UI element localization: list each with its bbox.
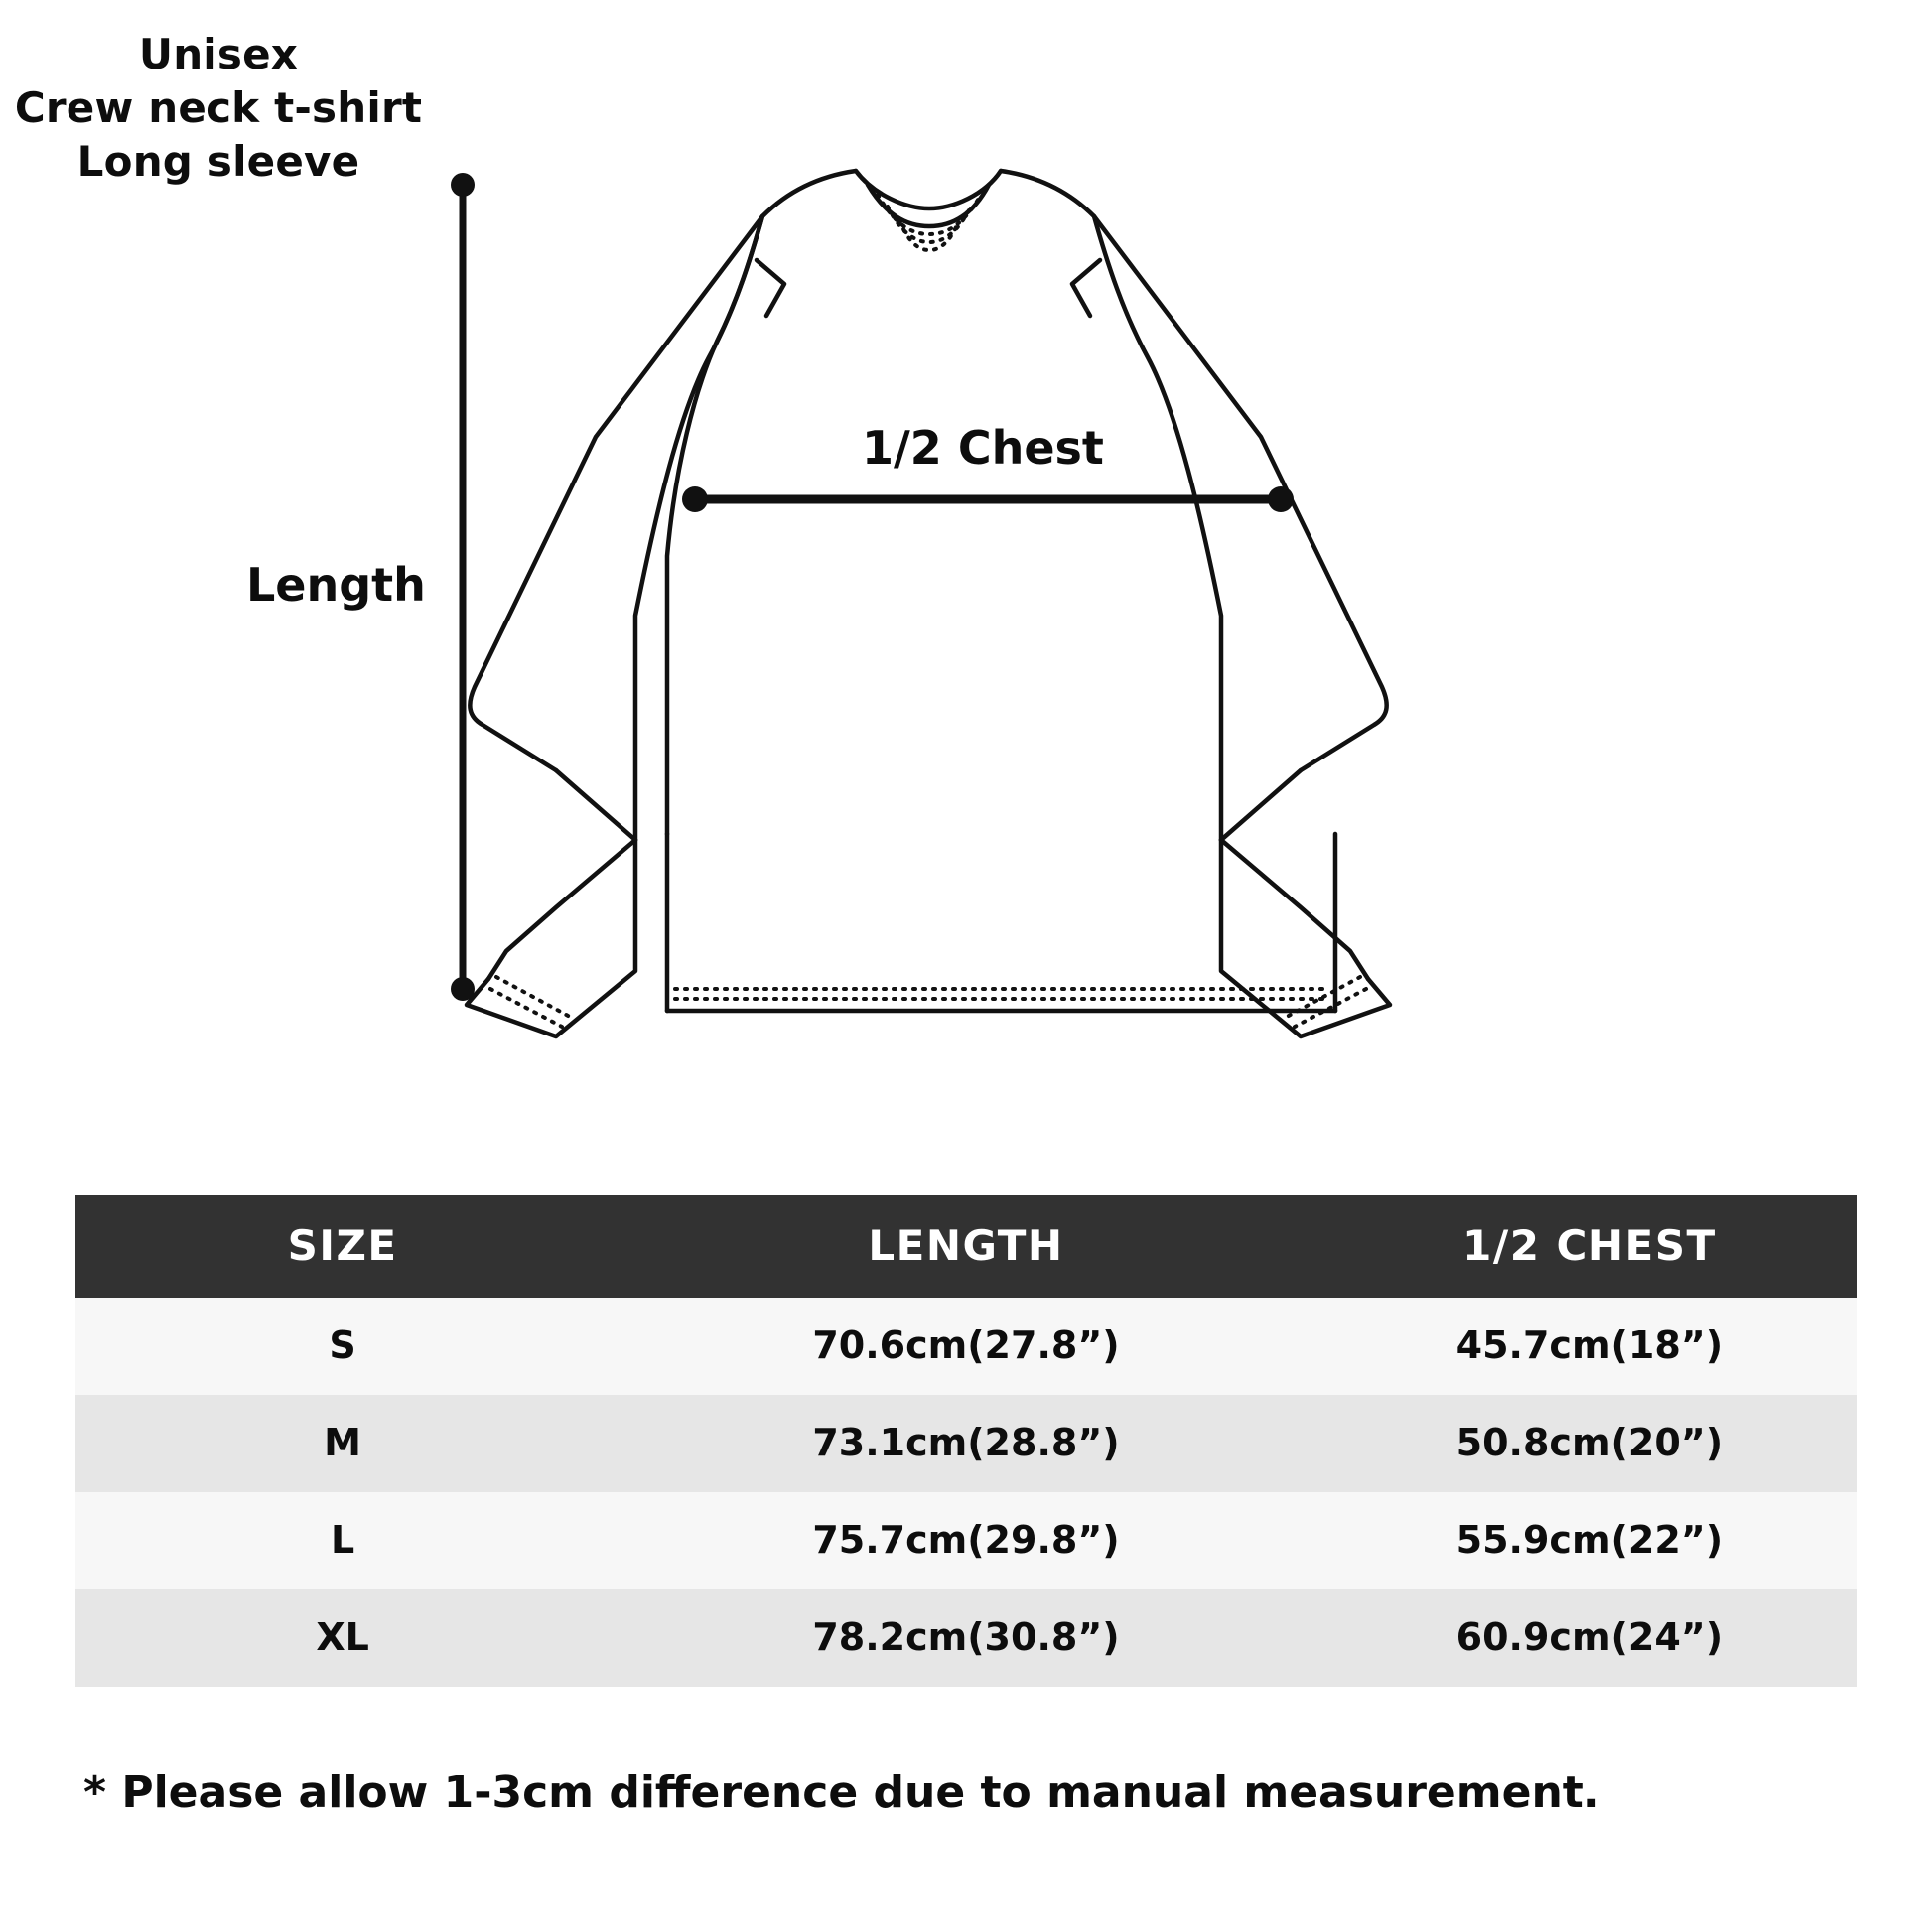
cell-size: XL <box>75 1589 610 1687</box>
product-title-line-1: Unisex <box>138 30 299 78</box>
column-header-chest: 1/2 CHEST <box>1322 1195 1857 1298</box>
chest-measure-label: 1/2 Chest <box>862 421 1104 475</box>
table-row <box>75 1298 1857 1395</box>
cell-length: 70.6cm(27.8”) <box>610 1298 1322 1395</box>
cell-chest: 55.9cm(22”) <box>1322 1492 1857 1589</box>
table-row <box>75 1589 1857 1687</box>
column-header-length: LENGTH <box>610 1195 1322 1298</box>
cell-size: S <box>75 1298 610 1395</box>
cell-length: 78.2cm(30.8”) <box>610 1589 1322 1687</box>
garment-outline <box>534 160 1463 1033</box>
cell-length: 73.1cm(28.8”) <box>610 1395 1322 1492</box>
length-measure-label: Length <box>246 558 426 612</box>
table-row <box>75 1492 1857 1589</box>
cell-chest: 60.9cm(24”) <box>1322 1589 1857 1687</box>
table-row <box>75 1395 1857 1492</box>
product-title-line-3: Long sleeve <box>76 136 360 186</box>
length-measure-line <box>451 173 475 1001</box>
cell-size: M <box>75 1395 610 1492</box>
measurement-footnote: * Please allow 1-3cm difference due to manual measurement. <box>83 1767 1600 1818</box>
cell-chest: 45.7cm(18”) <box>1322 1298 1857 1395</box>
cell-length: 75.7cm(29.8”) <box>610 1492 1322 1589</box>
size-chart-table <box>75 1195 1857 1687</box>
product-title-line-2: Crew neck t-shirt <box>14 82 423 132</box>
table-header-row <box>75 1195 1857 1298</box>
column-header-size: SIZE <box>75 1195 610 1298</box>
cell-size: L <box>75 1492 610 1589</box>
cell-chest: 50.8cm(20”) <box>1322 1395 1857 1492</box>
